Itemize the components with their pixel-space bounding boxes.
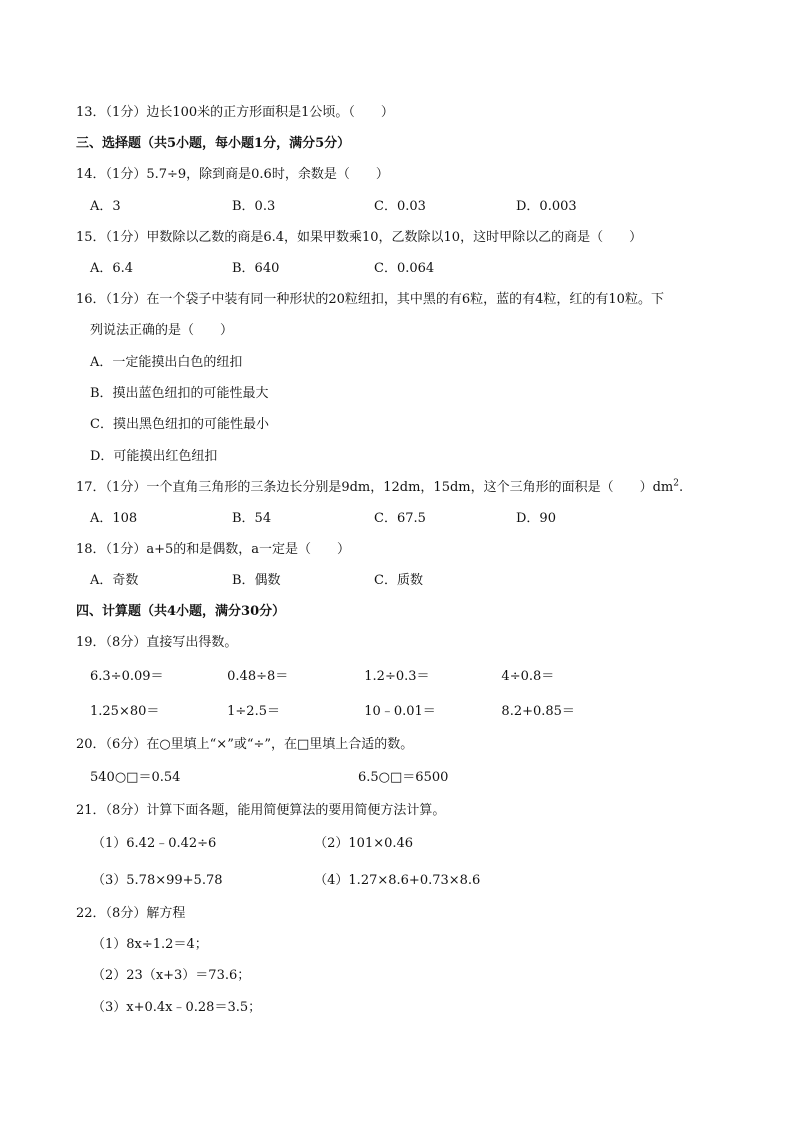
question-21-row-1 [92, 835, 532, 853]
calc-subitem: （1）6.42﹣0.42÷6 [92, 836, 217, 851]
calc-item: 6.3÷0.09＝ [90, 669, 164, 684]
option-d[interactable]: D．90 [516, 511, 556, 526]
calc-item: 4÷0.8＝ [501, 669, 555, 684]
question-19-row-1 [90, 668, 634, 686]
option-c[interactable]: C．0.03 [374, 199, 426, 214]
calc-item: 10﹣0.01＝ [364, 704, 436, 719]
question-16-stem-line2: 列说法正确的是（ ） [90, 323, 234, 338]
calc-item: 1.25×80＝ [90, 704, 160, 719]
question-16-option-c[interactable]: C．摸出黑色纽扣的可能性最小 [90, 417, 269, 432]
question-21-stem: 21．（8分）计算下面各题，能用简便算法的要用简便方法计算。 [76, 803, 446, 818]
section-4-heading: 四、计算题（共4小题，满分30分） [76, 604, 286, 619]
option-d[interactable]: D．0.003 [516, 199, 577, 214]
option-b[interactable]: B．640 [232, 261, 280, 276]
option-a[interactable]: A．108 [90, 511, 138, 526]
calc-subitem: （2）101×0.46 [314, 836, 414, 851]
option-b[interactable]: B．0.3 [232, 199, 276, 214]
equation-1: （1）8x÷1.2＝4； [92, 937, 208, 952]
option-a[interactable]: A．6.4 [90, 261, 134, 276]
question-17-end: . [679, 480, 684, 495]
option-b[interactable]: B．偶数 [232, 573, 281, 588]
question-20-row [90, 769, 448, 787]
calc-item: 8.2+0.85＝ [501, 704, 575, 719]
question-21-row-2 [92, 872, 532, 890]
question-19-stem: 19．（8分）直接写出得数。 [76, 635, 238, 650]
question-16-option-b[interactable]: B．摸出蓝色纽扣的可能性最大 [90, 386, 269, 401]
calc-subitem: （4）1.27×8.6+0.73×8.6 [314, 873, 481, 888]
option-b[interactable]: B．54 [232, 511, 272, 526]
question-15-options [90, 260, 516, 278]
option-a[interactable]: A．3 [90, 199, 121, 214]
option-c[interactable]: C．67.5 [374, 511, 426, 526]
calc-item: 1.2÷0.3＝ [364, 669, 430, 684]
question-16-option-a[interactable]: A．一定能摸出白色的纽扣 [90, 355, 243, 370]
option-a[interactable]: A．奇数 [90, 573, 139, 588]
equation-2: （2）23（x+3）＝73.6； [92, 968, 251, 983]
question-20-stem: 20．（6分）在○里填上“×”或“÷”，在□里填上合适的数。 [76, 737, 414, 752]
option-c[interactable]: C．0.064 [374, 261, 435, 276]
question-13: 13．（1分）边长100米的正方形面积是1公顷。（ ） [76, 105, 394, 120]
question-22-stem: 22．（8分）解方程 [76, 906, 186, 921]
question-17-superscript: 2 [673, 478, 679, 489]
equation-3: （3）x+0.4x﹣0.28＝3.5； [92, 1000, 262, 1015]
question-17-stem [76, 479, 683, 497]
calc-subitem: （3）5.78×99+5.78 [92, 873, 223, 888]
question-15-stem: 15．（1分）甲数除以乙数的商是6.4，如果甲数乘10，乙数除以10，这时甲除以乙的商是（ ） [76, 230, 643, 245]
question-14-stem: 14．（1分）5.7÷9，除到商是0.6时，余数是（ ） [76, 167, 389, 182]
question-19-row-2 [90, 703, 634, 721]
question-16-stem-line1: 16．（1分）在一个袋子中装有同一种形状的20粒纽扣，其中黑的有6粒，蓝的有4粒，红的有10粒。下 [76, 292, 664, 307]
fill-item-1: 540○□＝0.54 [90, 770, 181, 785]
calc-item: 0.48÷8＝ [227, 669, 289, 684]
question-16-option-d[interactable]: D．可能摸出红色纽扣 [90, 449, 218, 464]
fill-item-2: 6.5○□＝6500 [358, 770, 449, 785]
question-18-stem: 18．（1分）a+5的和是偶数，a一定是（ ） [76, 542, 350, 557]
option-c[interactable]: C．质数 [374, 573, 423, 588]
question-17-text: 17．（1分）一个直角三角形的三条边长分别是9dm，12dm，15dm，这个三角形的面积是（ ）dm [76, 480, 674, 495]
calc-item: 1÷2.5＝ [227, 704, 280, 719]
question-18-options [90, 572, 516, 590]
question-14-options [90, 198, 658, 216]
question-17-options [90, 510, 658, 528]
section-3-heading: 三、选择题（共5小题，每小题1分，满分5分） [76, 136, 351, 151]
